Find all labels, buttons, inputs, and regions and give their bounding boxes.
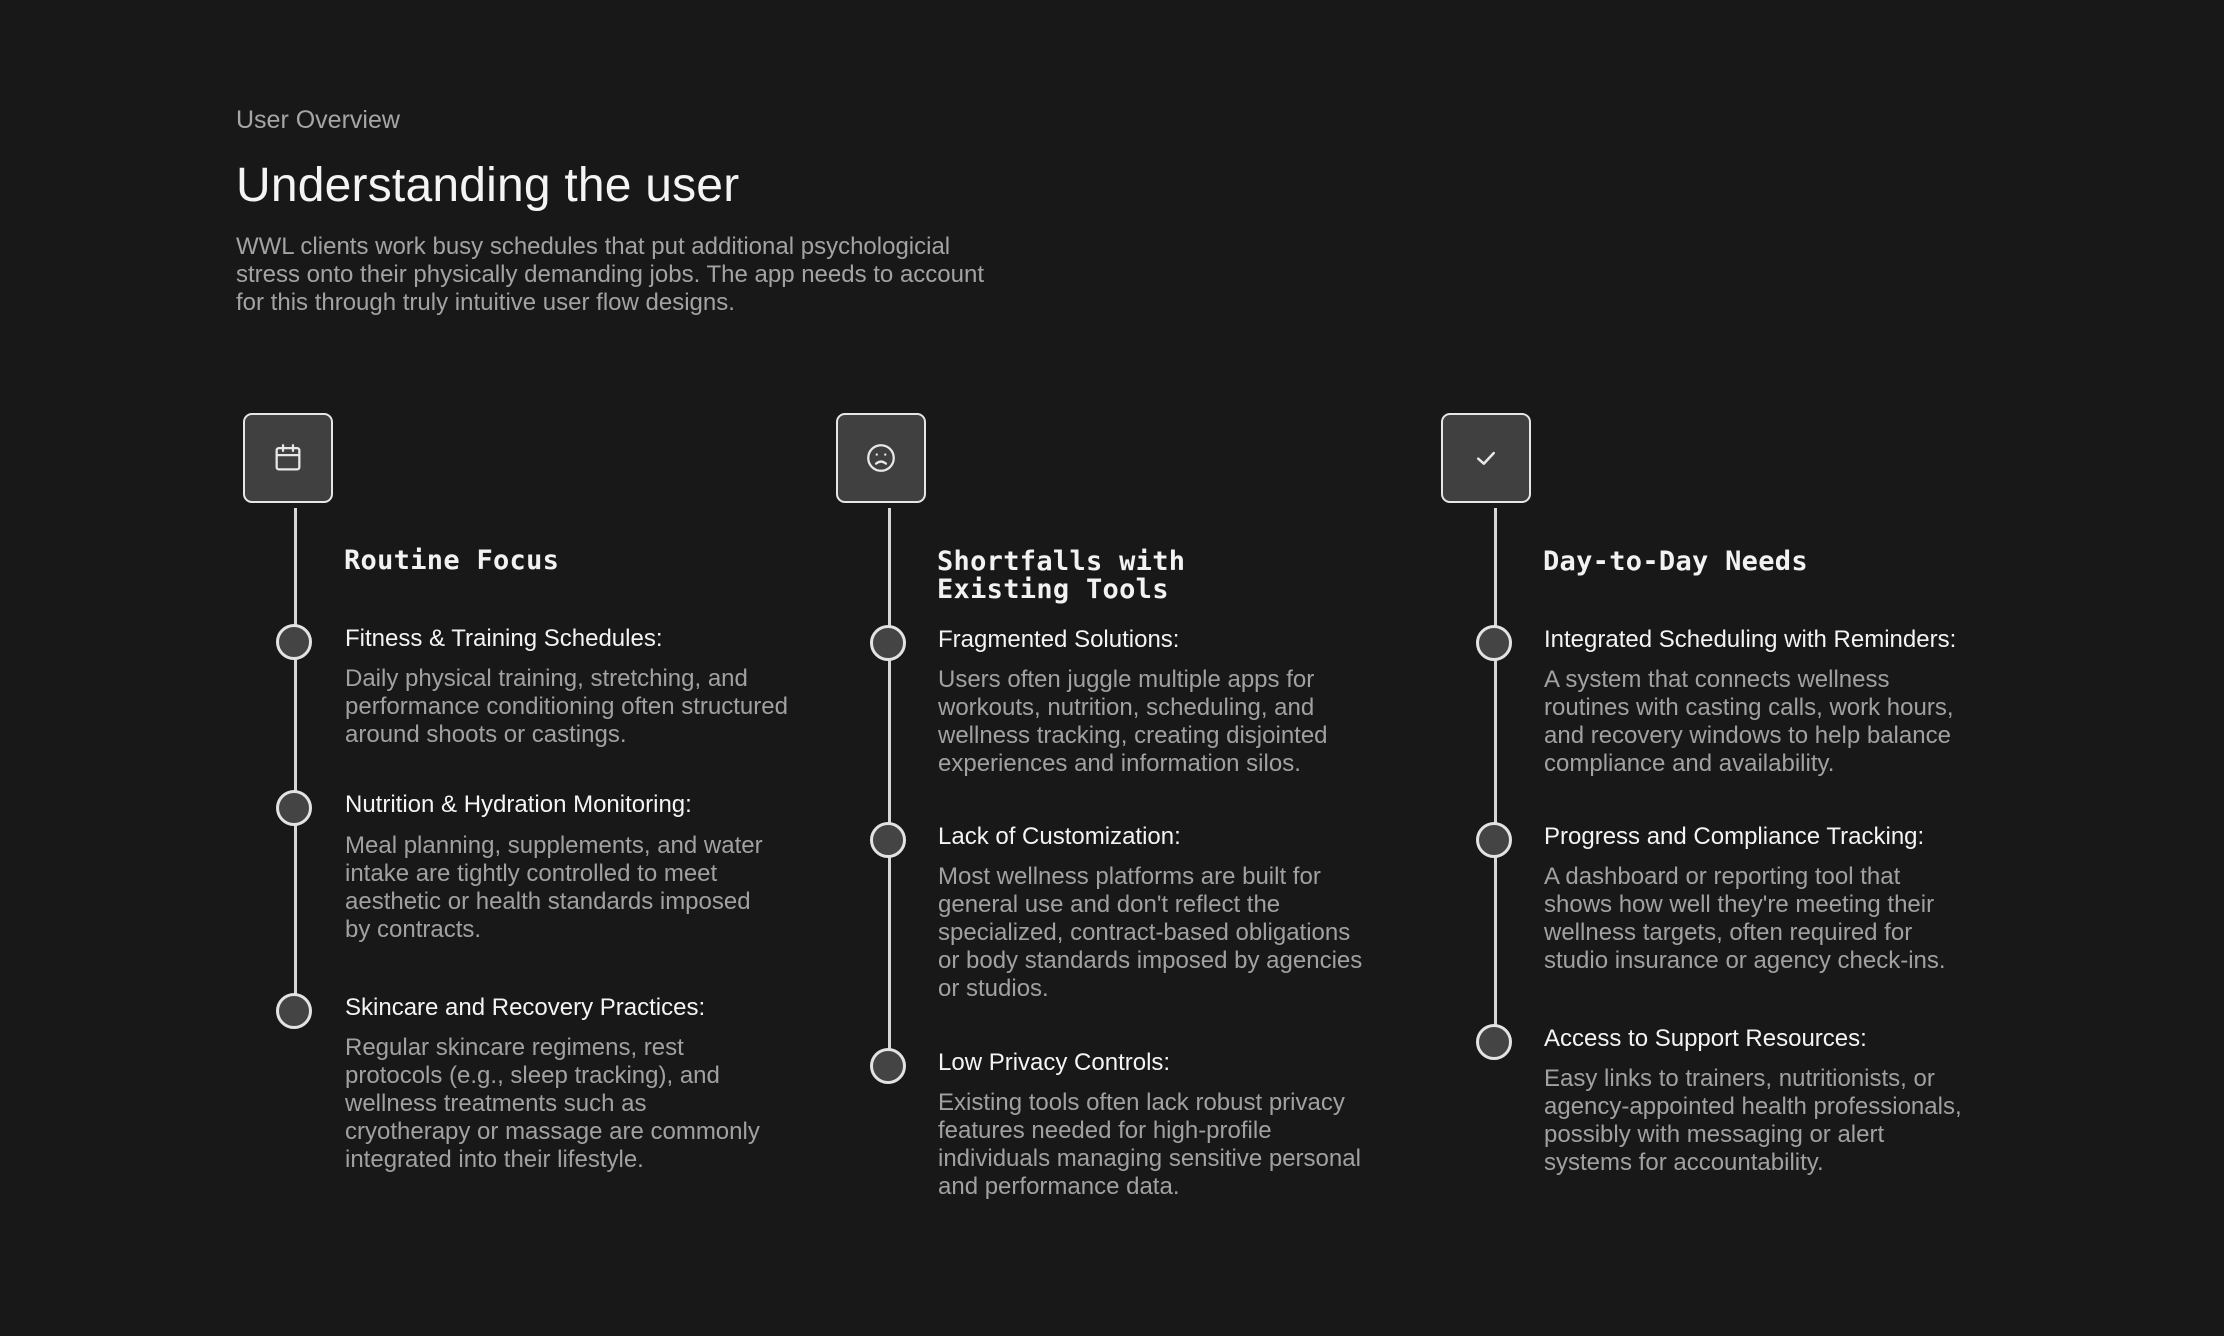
page-title: Understanding the user xyxy=(236,159,740,212)
calendar-icon-box xyxy=(243,413,333,503)
section-eyebrow: User Overview xyxy=(236,106,400,134)
timeline-dot xyxy=(870,625,906,661)
item-description: Easy links to trainers, nutritionists, or agency-appointed health professionals, possibly with messaging or alert systems for accountability. xyxy=(1544,1065,1962,1176)
item-description: A system that connects wellness routines with casting calls, work hours, and recovery windows to help balance compliance and availability. xyxy=(1544,666,1954,777)
frown-icon xyxy=(864,441,898,475)
timeline-dot xyxy=(870,822,906,858)
item-description: A dashboard or reporting tool that shows how well they're meeting their wellness targets, often required for studio insurance or agency check-ins. xyxy=(1544,863,1946,974)
item-label: Lack of Customization: xyxy=(938,823,1181,850)
column-title: Shortfalls with Existing Tools xyxy=(937,546,1186,605)
column-title: Routine Focus xyxy=(344,545,560,576)
timeline-line xyxy=(294,508,297,1010)
timeline-line xyxy=(1494,508,1497,1042)
item-description: Meal planning, supplements, and water intake are tightly controlled to meet aesthetic or health standards imposed by contracts. xyxy=(345,832,763,943)
item-label: Skincare and Recovery Practices: xyxy=(345,994,706,1021)
item-label: Access to Support Resources: xyxy=(1544,1025,1867,1052)
calendar-icon xyxy=(271,441,305,475)
timeline-dot xyxy=(1476,625,1512,661)
timeline-dot xyxy=(870,1048,906,1084)
item-description: Regular skincare regimens, rest protocols (e.g., sleep tracking), and wellness treatments such as cryotherapy or massage are commonly integrated into their lifestyle. xyxy=(345,1034,760,1173)
item-label: Integrated Scheduling with Reminders: xyxy=(1544,626,1957,653)
intro-paragraph: WWL clients work busy schedules that put additional psychologicial stress onto their physically demanding jobs. The app needs to account for this through truly intuitive user flow designs. xyxy=(236,233,985,316)
check-icon xyxy=(1469,441,1503,475)
timeline-dot xyxy=(276,993,312,1029)
item-label: Nutrition & Hydration Monitoring: xyxy=(345,791,692,818)
column-title: Day-to-Day Needs xyxy=(1543,546,1808,577)
timeline-dot xyxy=(1476,822,1512,858)
frown-icon-box xyxy=(836,413,926,503)
item-label: Low Privacy Controls: xyxy=(938,1049,1171,1076)
item-label: Fitness & Training Schedules: xyxy=(345,625,663,652)
item-description: Most wellness platforms are built for general use and don't reflect the specialized, contract-based obligations or body standards imposed by agencies or studios. xyxy=(938,863,1363,1002)
check-icon-box xyxy=(1441,413,1531,503)
item-description: Existing tools often lack robust privacy features needed for high-profile individuals managing sensitive personal and performance data. xyxy=(938,1089,1361,1200)
item-description: Users often juggle multiple apps for workouts, nutrition, scheduling, and wellness tracking, creating disjointed experiences and information silos. xyxy=(938,666,1328,777)
item-description: Daily physical training, stretching, and performance conditioning often structured around shoots or castings. xyxy=(345,665,788,748)
timeline-dot xyxy=(276,790,312,826)
item-label: Progress and Compliance Tracking: xyxy=(1544,823,1925,850)
timeline-line xyxy=(888,508,891,1066)
timeline-dot xyxy=(276,624,312,660)
item-label: Fragmented Solutions: xyxy=(938,626,1180,653)
timeline-dot xyxy=(1476,1024,1512,1060)
